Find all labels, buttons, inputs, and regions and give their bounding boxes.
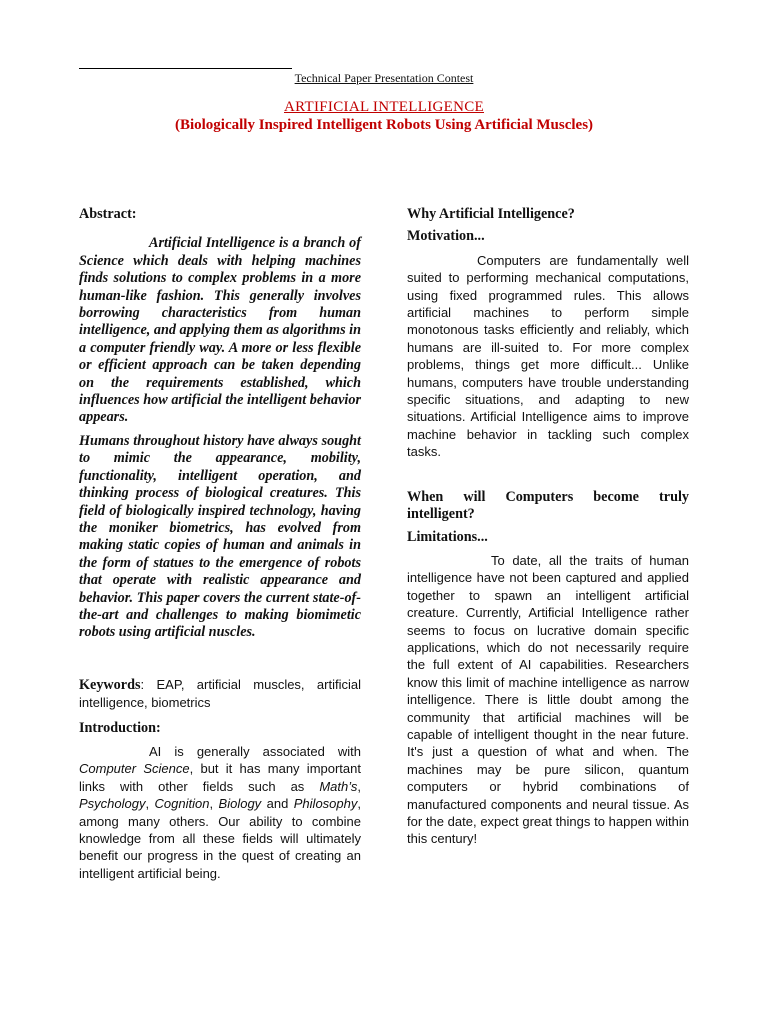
keywords-label: Keywords (79, 676, 141, 693)
when-heading: When will Computers become truly intelligent? (407, 488, 689, 523)
header-rule (79, 68, 292, 69)
abstract-heading: Abstract: (79, 206, 137, 222)
motivation-paragraph: Computers are fundamentally well suited to performing mechanical computations, using fixed programmed rules. This allows artificial machines to perform simple monotonous tasks efficiently and reliably, which humans are ill-suited to. For more complex problems, things get more difficult... Unlike humans, computers have trouble understanding specific situations, and adapting to new situations. Artificial Intelligence aims to improve machine behavior in tackling such complex tasks. (407, 252, 689, 460)
introduction-heading: Introduction: (79, 719, 161, 736)
left-column (79, 206, 361, 882)
limitations-paragraph: To date, all the traits of human intelligence have not been captured and applied together to spawn an intelligent artificial creature. Currently, Artificial Intelligence rather seems to focus on lucrative domain specific applications, which do not necessarily require the full extent of AI capabilities. Researchers know this limit of machine intelligence as narrow intelligence. There is little doubt among the community that artificial machines will be capable of intelligent thought in the near future. It's just a question of what and when. The machines may be pure silicon, quantum computers or hybrid combinations of manufactured components and neural tissue. As for the date, expect great things to happen within this century! (407, 552, 689, 847)
keywords (79, 676, 361, 712)
limitations-heading: Limitations... (407, 528, 488, 545)
motivation-heading: Motivation... (407, 228, 485, 245)
right-column (407, 206, 689, 848)
introduction-paragraph: AI is generally associated with Computer Science, but it has many important links with other fields such as Math’s, Psychology, Cognition, Biology and Philosophy, among many others. Our ability to combine knowledge from all these fields will ultimately benefit our progress in the quest of creating an intelligent artificial being. (79, 743, 361, 881)
why-ai-heading: Why Artificial Intelligence? (407, 206, 575, 222)
keywords-text: : EAP, artificial muscles, artificial intelligence, biometrics (79, 676, 361, 711)
contest-label: Technical Paper Presentation Contest (294, 71, 474, 85)
abstract-paragraph-1: Artificial Intelligence is a branch of Science which deals with helping machines finds solutions to complex problems in a more human-like fashion. This generally involves borrowing characteristics from human intelligence, and applying them as algorithms in a computer friendly way. A more or less flexible or efficient approach can be taken depending on the requirements established, which influences how artificial the intelligent behavior appears. (79, 235, 361, 426)
abstract-paragraph-2: Humans throughout history have always sought to mimic the appearance, mobility, functionality, intelligent operation, and thinking process of biological creatures. This field of biologically inspired technology, having the moniker biometrics, has evolved from making static copies of human and animals in the form of statues to the emergence of robots that operate with realistic appearance and behavior. This paper covers the current state-of-the-art and challenges to making biomimetic robots using artificial nuscles. (79, 432, 361, 641)
document-title: ARTIFICIAL INTELLIGENCE (284, 99, 484, 115)
document-subtitle: (Biologically Inspired Intelligent Robots Using Artificial Muscles) (174, 117, 594, 133)
